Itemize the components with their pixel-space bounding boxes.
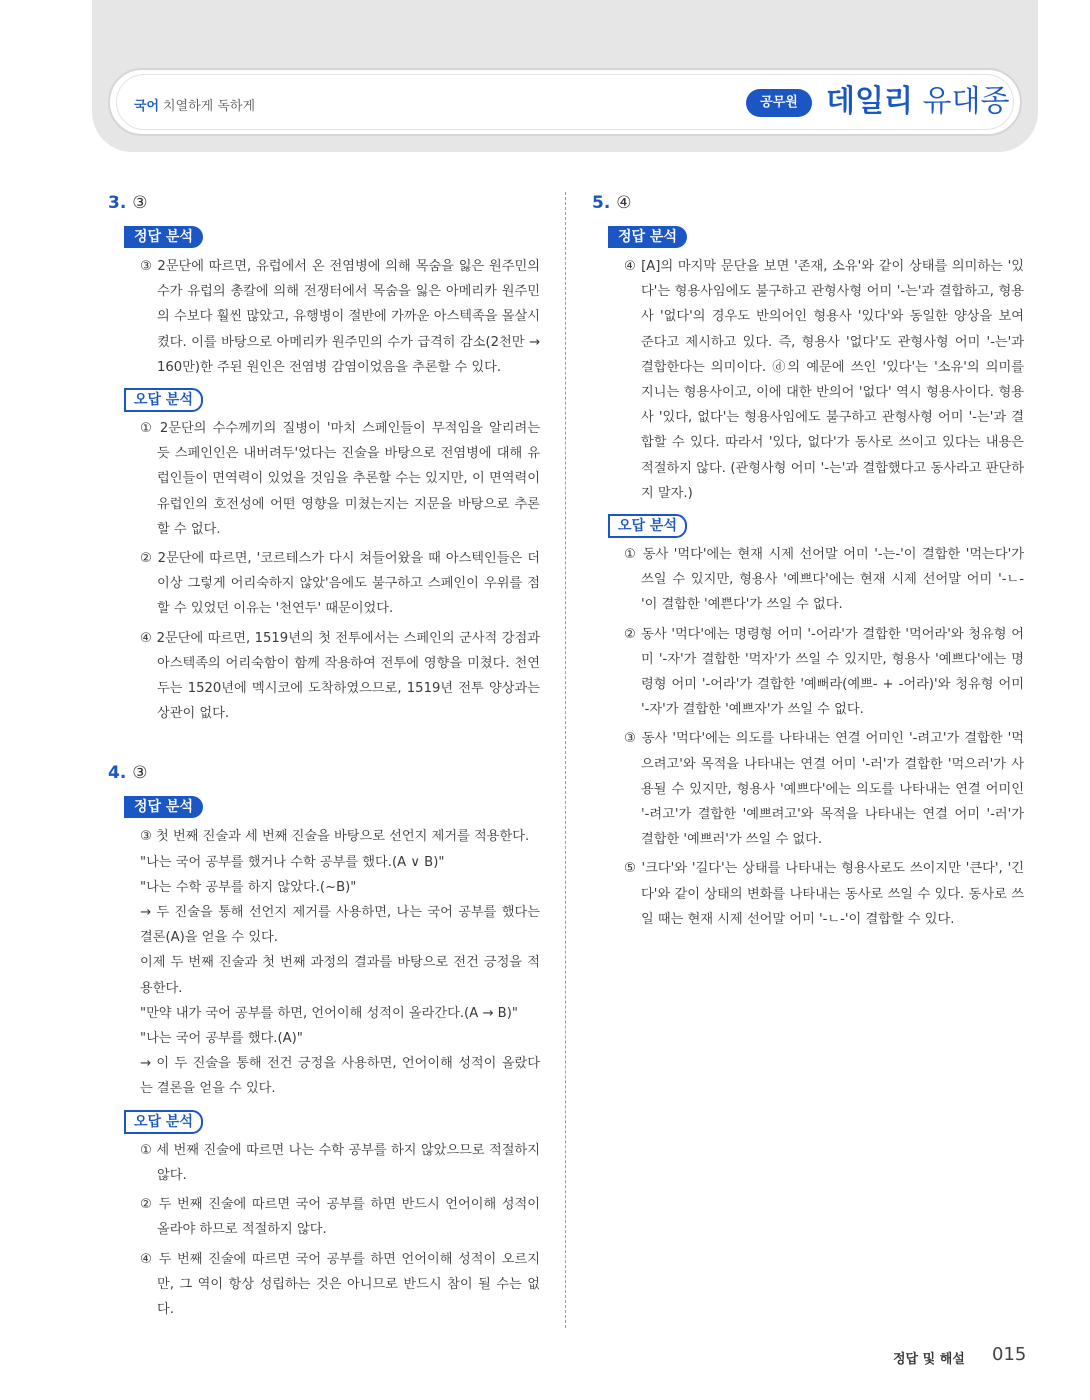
q4-correct-analysis-tag: 정답 분석 <box>124 796 203 818</box>
q3-correct-item: ③ 2문단에 따르면, 유럽에서 온 전염병에 의해 목숨을 잃은 원주민의 수가 유럽의 총칼에 의해 전쟁터에서 목숨을 잃은 아메리카 원주민의 수보다 훨씬 많았고, 유행병이 절반에 가까운 아스텍족을 몰살시켰다. 이를 바탕으로 아메리카 원주민의 수가 급격히 감소(2천만 → 160만)한 주된 원인은 전염병 감염이었음을 추론할 수 있다. <box>140 259 540 375</box>
subject-label: 국어 <box>134 99 160 114</box>
q3-wrong-item-1: ① 2문단의 수수께끼의 질병이 '마치 스페인들이 무적임을 알리려는 듯 스페인인은 내버려두'었다는 진술을 바탕으로 전염병에 대해 유럽인들이 면역력이 있었을 것임을 추론할 수는 있지만, 이 면역력이 유럽인의 호전성에 어떤 영향을 미쳤는지는 지문을 바탕으로 추론할 수 없다. <box>140 421 540 537</box>
q4-conclusion-2: → 이 두 진술을 통해 전건 긍정을 사용하면, 언어이해 성적이 올랐다는 결론을 얻을 수 있다. <box>140 1056 540 1097</box>
right-column <box>592 190 1024 936</box>
q4-wrong-item-4: ④ 두 번째 진술에 따르면 국어 공부를 하면 언어이해 성적이 오르지만, 그 역이 항상 성립하는 것은 아니므로 반드시 참이 될 수는 없다. <box>140 1251 540 1317</box>
q3-wrong-item-2: ② 2문단에 따르면, '코르테스가 다시 쳐들어왔을 때 아스텍인들은 더 이상 그렇게 어리숙하지 않았'음에도 불구하고 스페인이 우위를 점할 수 있었던 이유는 '천연두' 때문이었다. <box>140 551 540 617</box>
q5-correct-analysis-tag: 정답 분석 <box>608 226 687 248</box>
q5-wrong-analysis-tag: 오답 분석 <box>608 514 687 538</box>
footer-section-label: 정답 및 해설 <box>893 1352 965 1367</box>
question-4-number: 4. <box>108 763 127 784</box>
brand-title-bold: 데일리 <box>826 84 913 119</box>
q5-wrong-item-2: ② 동사 '먹다'에는 명령형 어미 '-어라'가 결합한 '먹어라'와 청유형 어미 '-자'가 결합한 '먹자'가 쓰일 수 있지만, 형용사 '예쁘다'에는 명령형 어미 '-어라'가 결합한 '예뻐라(예쁘- + -어라)'와 청유형 어미 '-자'가 결합한 '예쁘자'가 쓰일 수 없다. <box>624 626 1024 718</box>
left-column <box>108 190 540 1326</box>
q3-wrong-analysis-tag: 오답 분석 <box>124 388 203 412</box>
q3-correct-analysis-tag: 정답 분석 <box>124 226 203 248</box>
q4-premise-1: "나는 국어 공부를 했거나 수학 공부를 했다.(A ∨ B)" <box>140 854 445 870</box>
q4-premise-3: "만약 내가 국어 공부를 하면, 언어이해 성적이 올라간다.(A → B)" <box>140 1005 518 1021</box>
q4-transition: 이제 두 번째 진술과 첫 번째 과정의 결과를 바탕으로 전건 긍정을 적용한다. <box>140 955 540 996</box>
question-5-heading <box>592 190 1024 216</box>
brand-badge: 공무원 <box>746 89 812 117</box>
q4-correct-item: ③ 첫 번째 진술과 세 번째 진술을 바탕으로 선언지 제거를 적용한다. <box>140 829 530 845</box>
q3-wrong-item-4: ④ 2문단에 따르면, 1519년의 첫 전투에서는 스페인의 군사적 강점과 아스텍족의 어리숙함이 함께 작용하여 전투에 영향을 미쳤다. 천연두는 1520년에 멕시코에 도착하였으므로, 1519년 전투 양상과는 상관이 없다. <box>140 630 540 722</box>
column-divider <box>565 192 566 1328</box>
q4-wrong-item-2: ② 두 번째 진술에 따르면 국어 공부를 하면 반드시 언어이해 성적이 올라야 하므로 적절하지 않다. <box>140 1197 540 1238</box>
question-3-number: 3. <box>108 193 127 213</box>
question-3-heading <box>108 190 540 216</box>
question-4-answer: ③ <box>132 763 148 784</box>
question-5-answer: ④ <box>616 193 632 213</box>
page-number: 015 <box>992 1344 1027 1365</box>
brand-title <box>826 82 1009 122</box>
q4-premise-4: "나는 국어 공부를 했다.(A)" <box>140 1031 303 1047</box>
q5-wrong-item-3: ③ 동사 '먹다'에는 의도를 나타내는 연결 어미인 '-려고'가 결합한 '먹으려고'와 목적을 나타내는 연결 어미 '-러'가 결합한 '먹으러'가 사용될 수 있지만, 형용사 '예쁘다'에는 의도를 나타내는 연결 어미인 '-려고'가 결합한 '예쁘려고'와 목적을 나타내는 연결 어미 '-러'가 결합한 '예쁘러'가 쓰일 수 없다. <box>624 731 1024 848</box>
q4-wrong-analysis-tag: 오답 분석 <box>124 1110 203 1134</box>
q5-wrong-item-1: ① 동사 '먹다'에는 현재 시제 선어말 어미 '-는-'이 결합한 '먹는다'가 쓰일 수 있지만, 형용사 '예쁘다'에는 현재 시제 선어말 어미 '-ㄴ-'이 결합한 '예쁜다'가 쓰일 수 없다. <box>624 547 1024 613</box>
brand-title-light: 유대종 <box>922 84 1010 119</box>
question-4-heading <box>108 760 540 786</box>
question-5-number: 5. <box>592 193 611 213</box>
question-3-answer: ③ <box>132 193 148 213</box>
q5-correct-item: ④ [A]의 마지막 문단을 보면 '존재, 소유'와 같이 상태를 의미하는 '있다'는 형용사임에도 불구하고 관형사형 어미 '-는'과 결합하고, 형용사 '없다'의 경우도 반의어인 형용사 '있다'와 동일한 양상을 보여 준다고 제시하고 있다. 즉, 형용사 '없다'도 관형사형 어미 '-는'과 결합한다는 의미이다. ⓓ의 예문에 쓰인 '있다'는 '소유'의 의미를 지니는 형용사이고, 이에 대한 반의어 '없다' 역시 형용사이다. 형용사 '있다, 없다'는 형용사임에도 불구하고 관형사형 어미 '-는'과 결합할 수 있다. 따라서 '있다, 없다'가 동사로 쓰이고 있다는 내용은 적절하지 않다. (관형사형 어미 '-는'과 결합했다고 동사라고 판단하지 말자.) <box>624 259 1024 501</box>
q4-premise-2: "나는 수학 공부를 하지 않았다.(~B)" <box>140 879 357 895</box>
q5-wrong-item-5: ⑤ '크다'와 '길다'는 상태를 나타내는 형용사로도 쓰이지만 '큰다', '긴다'와 같이 상태의 변화를 나타내는 동사로 쓰일 수 있다. 동사로 쓰일 때는 현재 시제 선어말 어미 '-ㄴ-'이 결합할 수 있다. <box>624 861 1024 927</box>
q4-wrong-item-1: ① 세 번째 진술에 따르면 나는 수학 공부를 하지 않았으므로 적절하지 않다. <box>140 1142 540 1183</box>
subject-description: 치열하게 독하게 <box>163 99 256 114</box>
q4-conclusion-1: → 두 진술을 통해 선언지 제거를 사용하면, 나는 국어 공부를 했다는 결론(A)을 얻을 수 있다. <box>140 905 540 946</box>
